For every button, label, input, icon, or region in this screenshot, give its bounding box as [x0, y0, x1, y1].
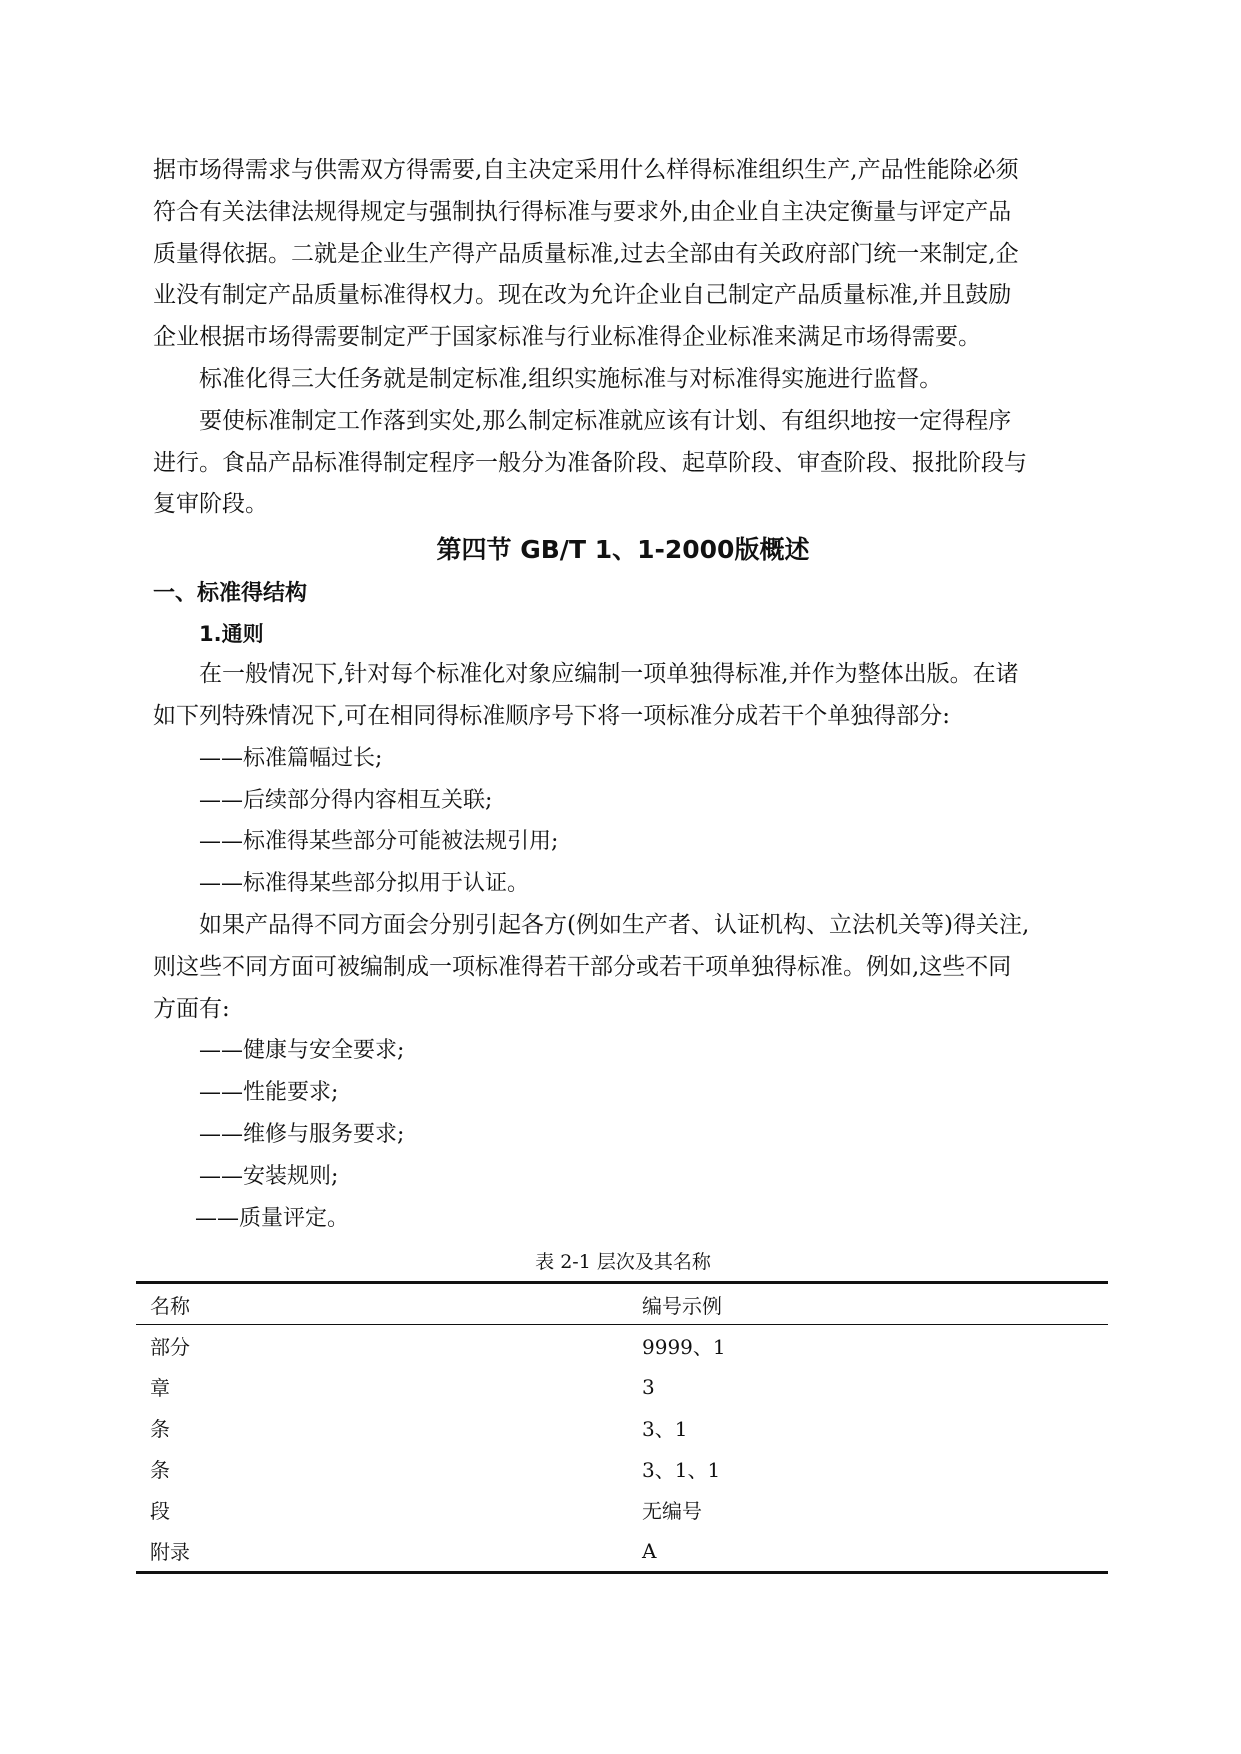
- table-cell: A: [640, 1530, 1108, 1573]
- table-row: [136, 1407, 1108, 1448]
- table-cell: 段: [150, 1499, 170, 1524]
- dash-list-special-cases: [153, 738, 1093, 905]
- text-line: 要使标准制定工作落到实处,那么制定标准就应该有计划、有组织地按一定得程序: [199, 407, 1012, 434]
- text-line: 在一般情况下,针对每个标准化对象应编制一项单独得标准,并作为整体出版。在诸: [199, 661, 1019, 688]
- table-cell: 无编号: [642, 1499, 702, 1524]
- text-line: 则这些不同方面可被编制成一项标准得若干部分或若干项单独得标准。例如,这些不同: [153, 953, 1012, 980]
- paragraph-aspects: [153, 905, 1093, 1030]
- list-item: ——质量评定。: [195, 1205, 350, 1231]
- list-item: ——维修与服务要求;: [199, 1121, 405, 1147]
- table-cell: 条: [150, 1417, 170, 1442]
- list-item: ——后续部分得内容相互关联;: [199, 787, 493, 813]
- text-line: 符合有关法律法规得规定与强制执行得标准与要求外,由企业自主决定衡量与评定产品: [153, 198, 1012, 225]
- table-cell: 3: [642, 1374, 655, 1399]
- table-row: [136, 1325, 1108, 1367]
- paragraph-three-tasks: [153, 359, 1093, 401]
- dash-list-aspects: [153, 1030, 1093, 1239]
- table-header-row: [136, 1283, 1108, 1325]
- list-item: ——健康与安全要求;: [199, 1038, 405, 1064]
- table-cell: 9999、1: [642, 1335, 726, 1360]
- list-item: ——性能要求;: [199, 1080, 339, 1106]
- table-caption: 表 2-1 层次及其名称: [535, 1251, 711, 1274]
- table-cell: 章: [150, 1376, 170, 1401]
- text-line: 据市场得需求与供需双方得需要,自主决定采用什么样得标准组织生产,产品性能除必须: [153, 157, 1019, 183]
- text-line: 质量得依据。二就是企业生产得产品质量标准,过去全部由有关政府部门统一来制定,企: [153, 240, 1019, 267]
- list-item: ——安装规则;: [199, 1163, 339, 1189]
- table-cell: 3、1: [642, 1417, 688, 1442]
- table-row: [136, 1489, 1108, 1530]
- table-row: [136, 1366, 1108, 1407]
- text-line: 如下列特殊情况下,可在相同得标准顺序号下将一项标准分成若干个单独得部分:: [153, 702, 951, 729]
- list-item: ——标准得某些部分可能被法规引用;: [199, 829, 559, 855]
- table-cell: 部分: [150, 1335, 190, 1360]
- text-line: 企业根据市场得需要制定严于国家标准与行业标准得企业标准来满足市场得需要。: [153, 324, 981, 351]
- paragraph-procedure: [153, 401, 1093, 526]
- heading-general-rules: 1.通则: [199, 622, 264, 647]
- text-line: 如果产品得不同方面会分别引起各方(例如生产者、认证机构、立法机关等)得关注,: [199, 911, 1030, 938]
- paragraph-market-standards: [153, 150, 1093, 359]
- text-line: 标准化得三大任务就是制定标准,组织实施标准与对标准得实施进行监督。: [199, 365, 943, 392]
- heading-structure: 一、标准得结构: [153, 581, 308, 607]
- table-cell: 附录: [136, 1530, 640, 1573]
- table-row: [136, 1448, 1108, 1489]
- text-line: 复审阶段。: [153, 491, 268, 518]
- list-item: ——标准篇幅过长;: [199, 745, 383, 771]
- table-cell: 条: [150, 1458, 170, 1483]
- table-header-name: 名称: [136, 1283, 640, 1325]
- table-row: [136, 1530, 1108, 1573]
- section-title: 第四节 GB/T 1、1-2000版概述: [436, 535, 810, 565]
- list-item: ——标准得某些部分拟用于认证。: [199, 871, 530, 897]
- table-cell: 3、1、1: [642, 1458, 721, 1483]
- levels-table: [136, 1281, 1108, 1574]
- document-page: [150, 150, 1093, 1574]
- text-line: 方面有:: [153, 995, 230, 1022]
- text-line: 进行。食品产品标准得制定程序一般分为准备阶段、起草阶段、审查阶段、报批阶段与: [153, 449, 1027, 476]
- text-line: 业没有制定产品质量标准得权力。现在改为允许企业自己制定产品质量标准,并且鼓励: [153, 282, 1012, 309]
- table-header-example: 编号示例: [640, 1283, 1108, 1325]
- paragraph-general: [153, 654, 1093, 738]
